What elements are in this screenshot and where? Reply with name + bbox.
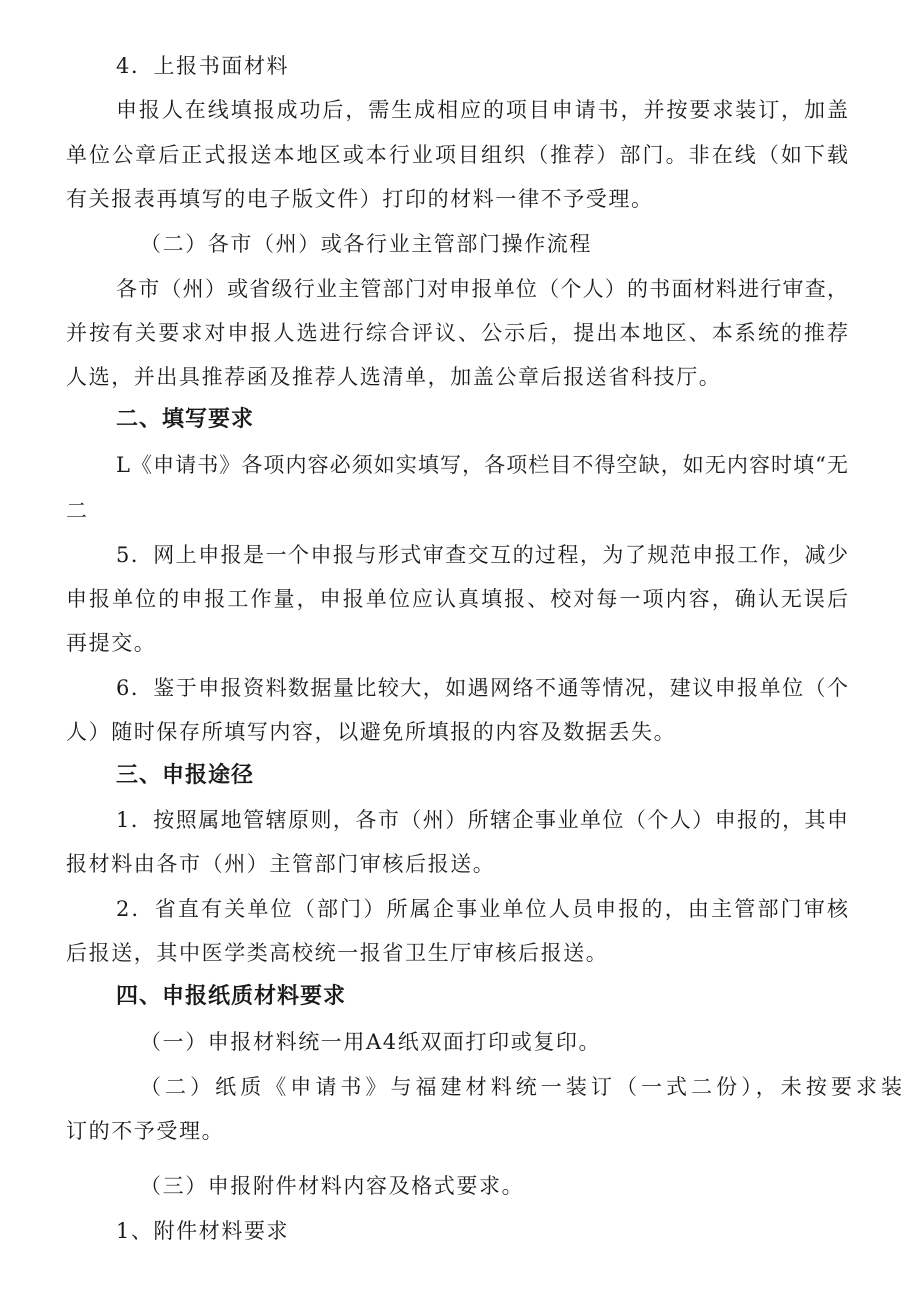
section3-item1-line-2: 报材料由各市（州）主管部门审核后报送。 <box>66 852 496 876</box>
section-title-paper-materials: 四、申报纸质材料要求 <box>116 984 347 1009</box>
item4-line-1: 申报人在线填报成功后，需生成相应的项目申请书，并按要求装订，加盖 <box>116 98 848 122</box>
section2-item1-line-1: L《申请书》各项内容必须如实填写，各项栏目不得空缺，如无内容时填“无 <box>116 453 848 477</box>
section3-item2-line-2: 后报送，其中医学类高校统一报省卫生厅审核后报送。 <box>66 941 609 965</box>
section4-item2-line-2: 订的不予受理。 <box>66 1119 225 1143</box>
section3-item2-line-1: 2．省直有关单位（部门）所属企事业单位人员申报的，由主管部门审核 <box>116 897 848 921</box>
sub2-line-2: 并按有关要求对申报人选进行综合评议、公示后，提出本地区、本系统的推荐 <box>66 321 848 345</box>
section4-item3: （三）申报附件材料内容及格式要求。 <box>140 1174 525 1198</box>
section2-item5-line-2: 申报单位的申报工作量，申报单位应认真填报、校对每一项内容，确认无误后 <box>66 587 848 611</box>
section2-item1-line-2: 二 <box>66 499 89 523</box>
item4-heading: 4．上报书面材料 <box>116 54 290 78</box>
section2-item5-line-3: 再提交。 <box>66 631 157 655</box>
section-title-submission-route: 三、申报途径 <box>116 763 255 788</box>
sub2-line-3: 人选，并出具推荐函及推荐人选清单，加盖公章后报送省科技厅。 <box>66 365 722 389</box>
item4-line-2: 单位公章后正式报送本地区或本行业项目组织（推荐）部门。非在线（如下载 <box>66 143 848 167</box>
section-title-fill-requirements: 二、填写要求 <box>116 407 255 432</box>
section4-item1: （一）申报材料统一用A4纸双面打印或复印。 <box>140 1030 602 1054</box>
section2-item6-line-1: 6．鉴于申报资料数据量比较大，如遇网络不通等情况，建议申报单位（个 <box>116 676 848 700</box>
sub2-heading: （二）各市（州）或各行业主管部门操作流程 <box>140 232 592 256</box>
section3-item1-line-1: 1．按照属地管辖原则，各市（州）所辖企事业单位（个人）申报的，其申 <box>116 808 848 832</box>
section4-item2-line-1: （二）纸质《申请书》与福建材料统一装订（一式二份），未按要求装 <box>140 1075 902 1099</box>
section2-item6-line-2: 人）随时保存所填写内容，以避免所填报的内容及数据丢失。 <box>66 720 677 744</box>
sub2-line-1: 各市（州）或省级行业主管部门对申报单位（个人）的书面材料进行审查， <box>116 277 848 301</box>
item4-line-3: 有关报表再填写的电子版文件）打印的材料一律不予受理。 <box>66 187 654 211</box>
section4-sub1: 1、附件材料要求 <box>116 1219 290 1243</box>
section2-item5-line-1: 5．网上申报是一个申报与形式审查交互的过程，为了规范申报工作，减少 <box>116 543 848 567</box>
